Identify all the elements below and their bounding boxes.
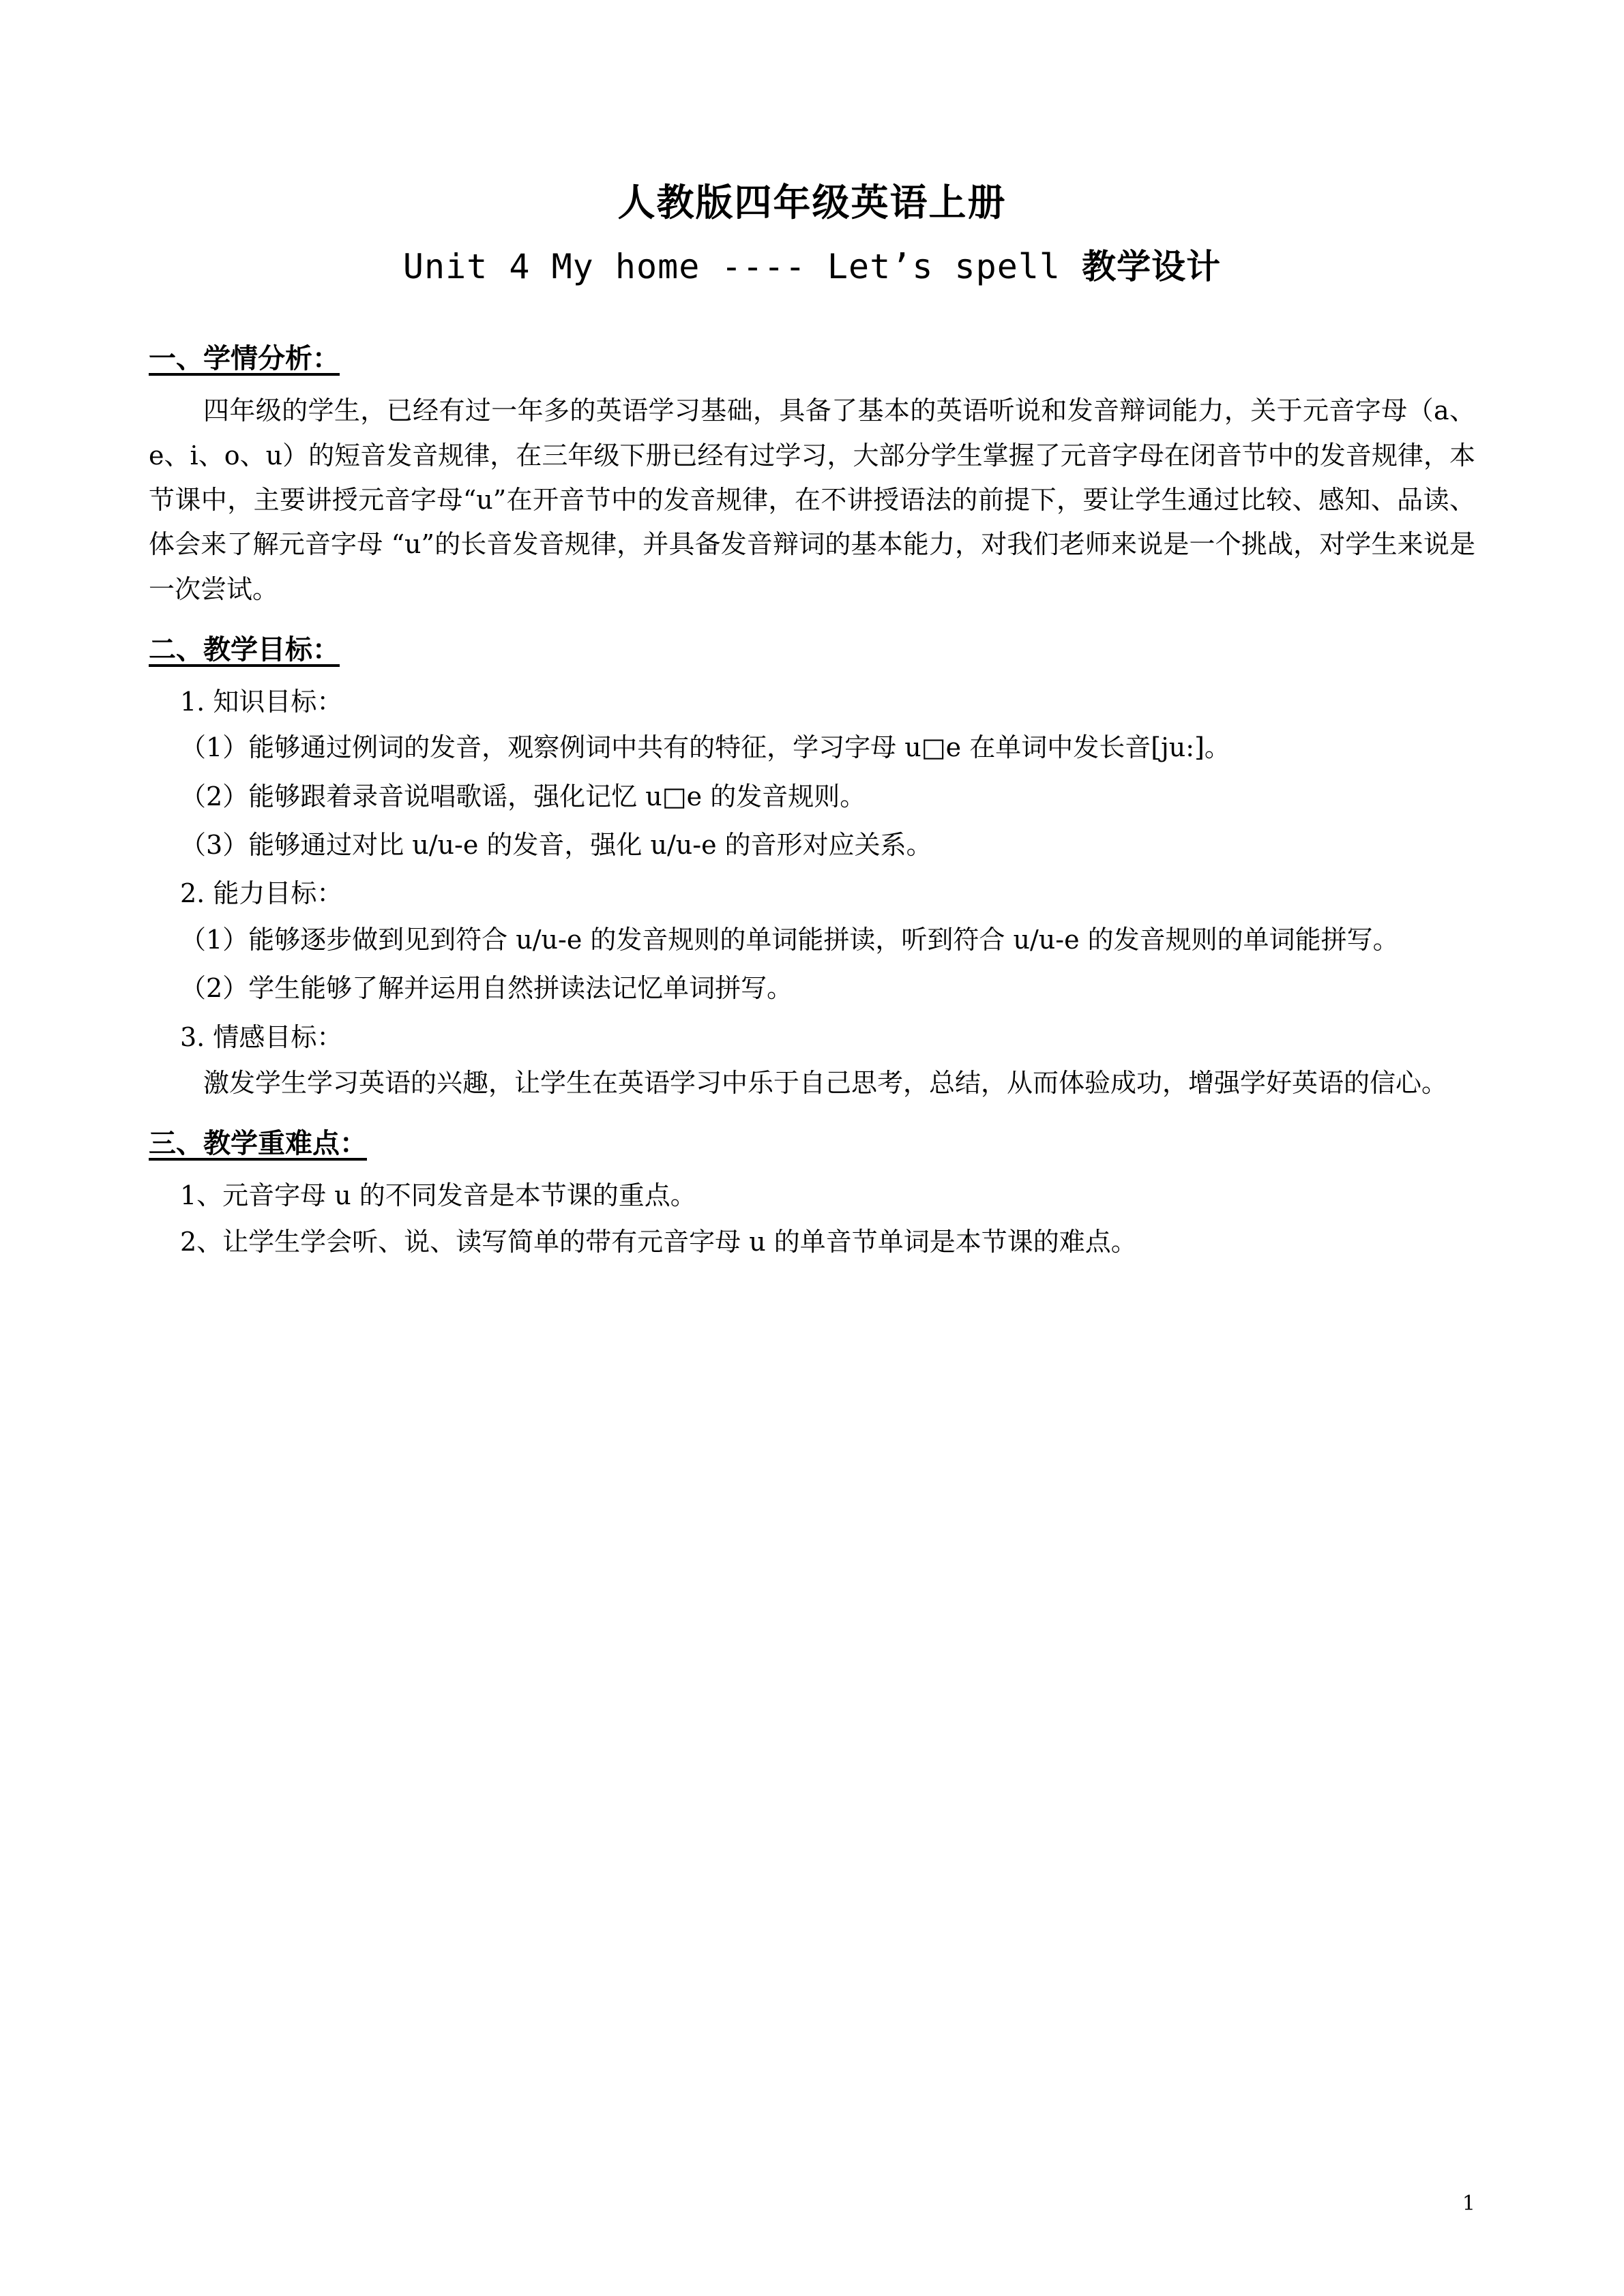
objective-ability-heading: 2. 能力目标：: [180, 878, 343, 909]
objective-knowledge-item-2: （2）能够跟着录音说唱歌谣，强化记忆 u□e 的发音规则。: [180, 781, 866, 811]
key-point-item-2: 2、让学生学会听、说、读写简单的带有元音字母 u 的单音节单词是本节课的难点。: [180, 1226, 1137, 1257]
page-subtitle: [149, 243, 1475, 290]
objective-emotion-heading: 3. 情感目标：: [180, 1022, 343, 1052]
section-heading-situation-analysis: 一、学情分析：: [149, 342, 340, 375]
section-heading-key-difficulties: 三、教学重难点：: [149, 1127, 367, 1160]
page-number: 1: [1462, 2192, 1475, 2216]
page-subtitle-english: Unit 4 My home ---- Let’s spell: [402, 247, 1082, 287]
objective-emotion-body: 激发学生学习英语的兴趣，让学生在英语学习中乐于自己思考，总结，从而体验成功，增强学好英语的信心。: [203, 1067, 1448, 1098]
key-point-item-1: 1、元音字母 u 的不同发音是本节课的重点。: [180, 1180, 696, 1211]
objective-knowledge-item-1: （1）能够通过例词的发音，观察例词中共有的特征，学习字母 u□e 在单词中发长音[ju:]。: [180, 732, 1230, 763]
objective-ability-item-1: （1）能够逐步做到见到符合 u/u-e 的发音规则的单词能拼读，听到符合 u/u-e 的发音规则的单词能拼写。: [180, 924, 1399, 955]
objective-ability-item-2: （2）学生能够了解并运用自然拼读法记忆单词拼写。: [180, 973, 793, 1004]
objective-knowledge-item-3: （3）能够通过对比 u/u-e 的发音，强化 u/u-e 的音形对应关系。: [180, 830, 932, 861]
section-heading-teaching-objectives: 二、教学目标：: [149, 633, 340, 666]
objective-knowledge-heading: 1. 知识目标：: [180, 687, 343, 717]
page-title: 人教版四年级英语上册: [617, 180, 1007, 224]
page-subtitle-chinese: 教学设计: [1082, 246, 1222, 287]
paragraph-situation-analysis: 四年级的学生，已经有过一年多的英语学习基础，具备了基本的英语听说和发音辩词能力，关于元音字母（a、e、i、o、u）的短音发音规律，在三年级下册已经有过学习，大部分学生掌握了元音字母在闭音节中的发音规律，本节课中，主要讲授元音字母“u”在开音节中的发音规律，在不讲授语法的前提下，要让学生通过比较、感知、品读、体会来了解元音字母 “u”的长音发音规律，并具备发音辩词的基本能力，对我们老师来说是一个挑战，对学生来说是一次尝试。: [149, 396, 1475, 604]
